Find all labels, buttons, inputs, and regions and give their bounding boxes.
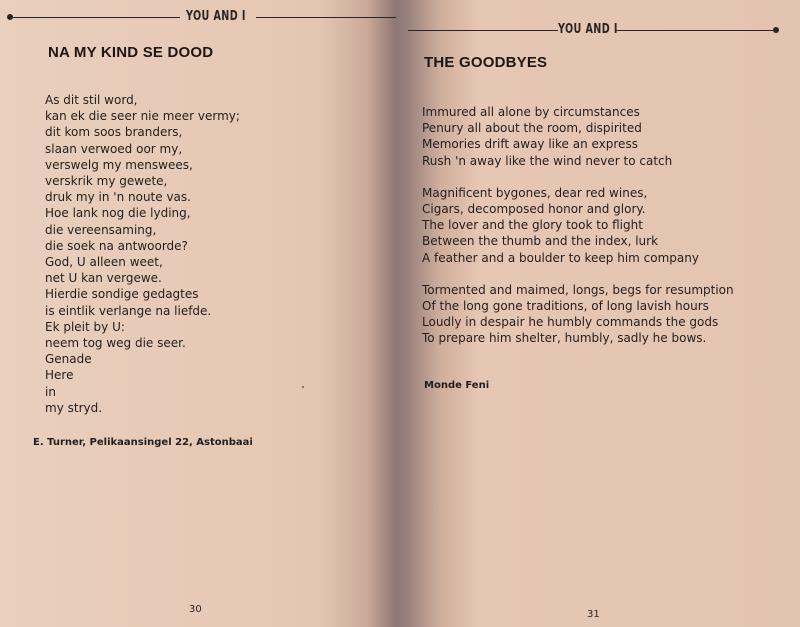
page-number: 31 xyxy=(587,609,600,620)
poem-line: kan ek die seer nie meer vermy; xyxy=(45,109,240,124)
header-rule xyxy=(616,30,774,31)
poem-line: Hoe lank nog die lyding, xyxy=(45,206,191,221)
poem-line: verskrik my gewete, xyxy=(45,174,168,189)
poem-line: Here xyxy=(45,368,74,383)
poem-line: slaan verwoed oor my, xyxy=(45,141,183,156)
poem-line: dit kom soos branders, xyxy=(45,125,183,140)
poem-line: To prepare him shelter, humbly, sadly he bows. xyxy=(422,331,707,346)
paper-speck xyxy=(302,386,304,388)
poem-line: Rush 'n away like the wind never to catch xyxy=(422,153,673,168)
poem-line: Tormented and maimed, longs, begs for resumption xyxy=(422,282,734,297)
poem-line: As dit stil word, xyxy=(45,93,138,107)
poem-line: The lover and the glory took to flight xyxy=(422,218,643,233)
poem-line: verswelg my menswees, xyxy=(45,157,193,172)
header-rule xyxy=(10,17,180,18)
poem-line: Genade xyxy=(45,352,92,367)
poem-line: Magnificent bygones, dear red wines, xyxy=(422,185,648,200)
poem-line: God, U alleen weet, xyxy=(45,255,163,270)
poem-line: Memories drift away like an express xyxy=(422,137,638,152)
poem-line: die soek na antwoorde? xyxy=(45,238,188,253)
poem-line: is eintlik verlange na liefde. xyxy=(45,303,212,318)
header-rule-right xyxy=(256,17,396,18)
poem-body xyxy=(45,92,240,416)
right-page xyxy=(400,0,800,627)
poem-line: neem tog weg die seer. xyxy=(45,336,186,351)
poem-title: NA MY KIND SE DOOD xyxy=(48,44,214,61)
poem-title: THE GOODBYES xyxy=(424,54,548,71)
poem-body xyxy=(422,104,734,363)
header-rule-left xyxy=(408,30,558,31)
poem-line: Hierdie sondige gedagtes xyxy=(45,287,199,302)
stanza xyxy=(422,282,734,347)
poem-line: Penury all about the room, dispirited xyxy=(422,121,642,136)
poem-line: net U kan vergewe. xyxy=(45,271,162,286)
poem-line: Cigars, decomposed honor and glory. xyxy=(422,202,646,217)
page-number: 30 xyxy=(189,604,202,615)
poem-line: A feather and a boulder to keep him company xyxy=(422,250,699,265)
poem-line: Immured all alone by circumstances xyxy=(422,105,640,119)
running-header: YOU AND I xyxy=(558,22,618,37)
left-page xyxy=(0,0,398,627)
poem-line: Loudly in despair he humbly commands the gods xyxy=(422,315,719,330)
poem-line: Between the thumb and the index, lurk xyxy=(422,234,659,249)
running-header: YOU AND I xyxy=(186,9,246,24)
poem-byline: E. Turner, Pelikaansingel 22, Astonbaai xyxy=(33,437,253,448)
poem-line: Of the long gone traditions, of long lavish hours xyxy=(422,299,709,314)
stanza xyxy=(422,185,734,266)
poem-line: Ek pleit by U: xyxy=(45,319,125,334)
stanza xyxy=(422,104,734,169)
poem-byline: Monde Feni xyxy=(424,380,490,391)
poem-line: druk my in 'n noute vas. xyxy=(45,190,191,205)
poem-line: my stryd. xyxy=(45,400,103,415)
poem-line: die vereensaming, xyxy=(45,222,157,237)
poem-line: in xyxy=(45,384,56,399)
header-dot xyxy=(773,27,779,33)
